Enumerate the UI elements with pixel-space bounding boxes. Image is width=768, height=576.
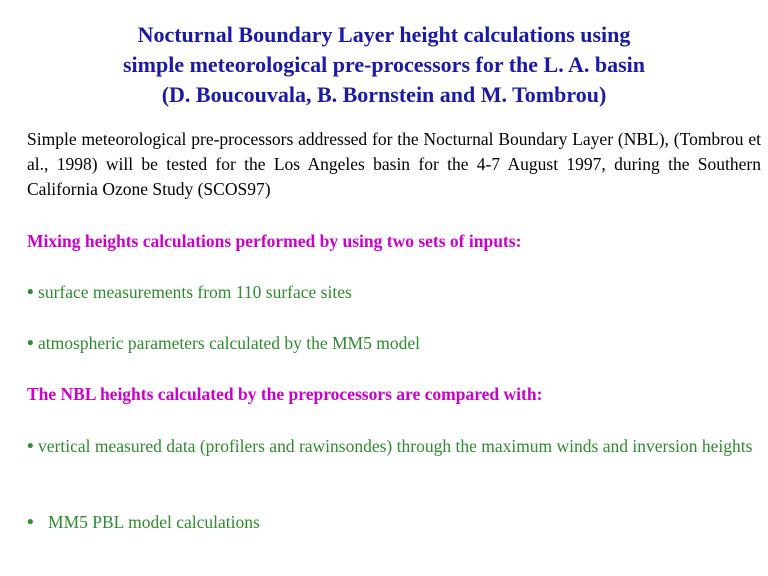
bullet-text: surface measurements from 110 surface sites <box>38 282 352 302</box>
slide-title <box>0 20 768 110</box>
section-1-bullet-1 <box>27 280 767 305</box>
title-line-2: simple meteorological pre-processors for the L. A. basin <box>122 52 646 77</box>
title-line-1: Nocturnal Boundary Layer height calculations using <box>137 22 631 47</box>
bullet-text: vertical measured data (profilers and rawinsondes) through the maximum winds and inversion heights <box>38 436 753 456</box>
bullet-dot-icon: • <box>27 512 34 533</box>
section-2-heading: The NBL heights calculated by the preprocessors are compared with: <box>27 384 543 404</box>
title-line-3: (D. Boucouvala, B. Bornstein and M. Tombrou) <box>161 82 607 107</box>
bullet-dot-icon: • <box>27 282 34 303</box>
bullet-dot-icon: • <box>27 436 34 457</box>
bullet-text: atmospheric parameters calculated by the MM5 model <box>38 333 420 353</box>
section-2-bullet-2 <box>27 510 767 535</box>
section-1-heading: Mixing heights calculations performed by using two sets of inputs: <box>27 231 522 251</box>
section-2-bullet-1 <box>27 434 767 459</box>
intro-paragraph: Simple meteorological pre-processors addressed for the Nocturnal Boundary Layer (NBL), (Tombrou et al., 1998) will be tested for the Los Angeles basin for the 4-7 August 1997, during the Southern California Ozone Study (SCOS97) <box>27 129 761 199</box>
bullet-text: MM5 PBL model calculations <box>48 512 260 532</box>
bullet-dot-icon: • <box>27 333 34 354</box>
section-1-bullet-2 <box>27 331 767 356</box>
